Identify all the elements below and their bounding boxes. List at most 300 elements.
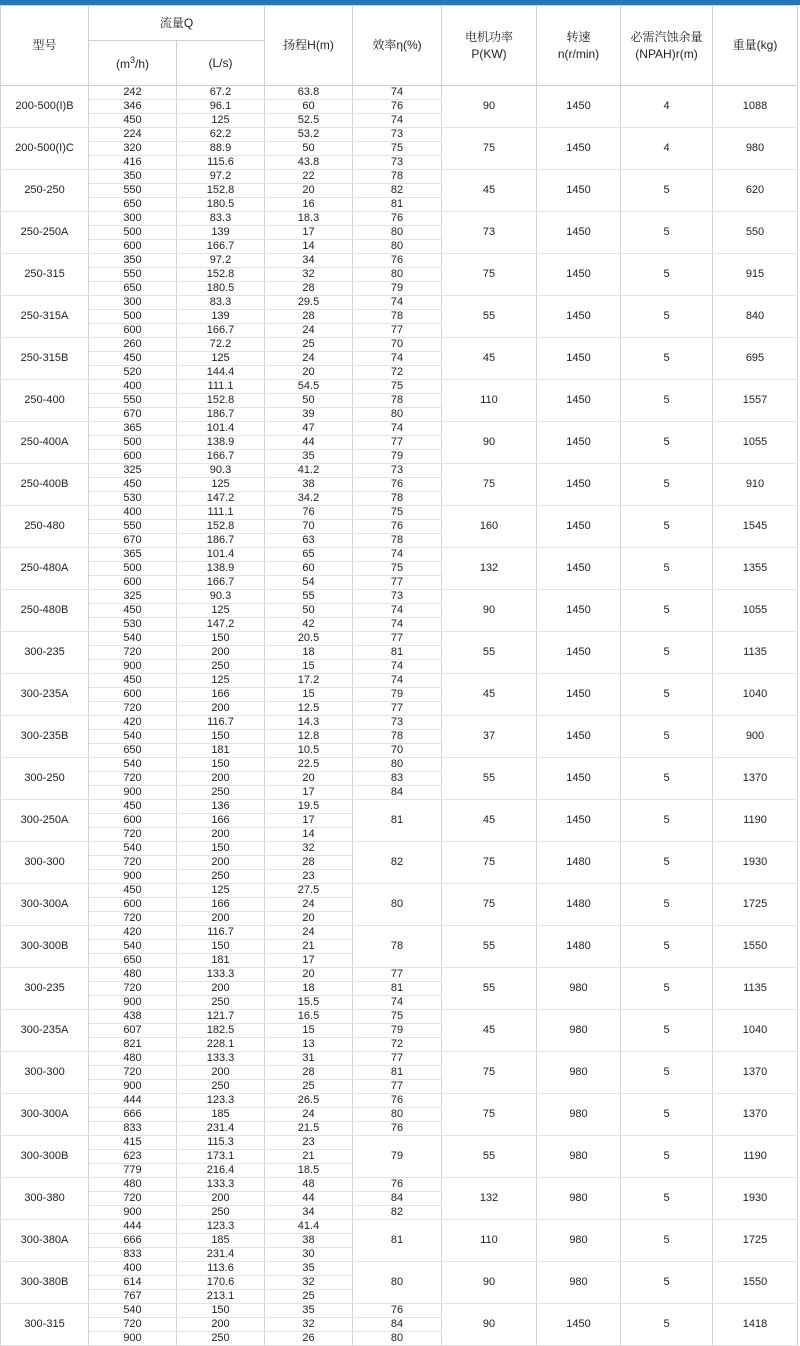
efficiency-cell: 81 xyxy=(353,800,442,842)
npsh-cell: 5 xyxy=(621,548,713,590)
flow-m3h-cell: 480 xyxy=(89,1178,177,1192)
flow-ls-cell: 231.4 xyxy=(177,1248,265,1262)
flow-ls-cell: 115.6 xyxy=(177,156,265,170)
flow-ls-cell: 200 xyxy=(177,646,265,660)
power-cell: 75 xyxy=(442,464,537,506)
weight-cell: 1550 xyxy=(713,1262,798,1304)
speed-cell: 980 xyxy=(537,1136,621,1178)
power-cell: 75 xyxy=(442,128,537,170)
flow-ls-cell: 185 xyxy=(177,1108,265,1122)
head-cell: 15 xyxy=(265,660,353,674)
flow-ls-cell: 133.3 xyxy=(177,1178,265,1192)
weight-cell: 1557 xyxy=(713,380,798,422)
flow-ls-cell: 150 xyxy=(177,758,265,772)
table-row xyxy=(1,1094,798,1108)
flow-ls-cell: 200 xyxy=(177,912,265,926)
efficiency-cell: 80 xyxy=(353,884,442,926)
efficiency-cell: 77 xyxy=(353,436,442,450)
power-cell: 90 xyxy=(442,590,537,632)
weight-cell: 1135 xyxy=(713,632,798,674)
head-cell: 26.5 xyxy=(265,1094,353,1108)
table-row xyxy=(1,1010,798,1024)
flow-m3h-cell: 600 xyxy=(89,576,177,590)
table-row xyxy=(1,380,798,394)
flow-ls-cell: 83.3 xyxy=(177,212,265,226)
flow-m3h-cell: 260 xyxy=(89,338,177,352)
efficiency-cell: 81 xyxy=(353,1066,442,1080)
power-cell: 75 xyxy=(442,1094,537,1136)
flow-m3h-cell: 623 xyxy=(89,1150,177,1164)
header-model: 型号 xyxy=(1,6,89,86)
npsh-cell: 5 xyxy=(621,1010,713,1052)
flow-ls-cell: 200 xyxy=(177,856,265,870)
efficiency-cell: 80 xyxy=(353,226,442,240)
model-cell: 250-315A xyxy=(1,296,89,338)
flow-m3h-cell: 650 xyxy=(89,954,177,968)
weight-cell: 1370 xyxy=(713,758,798,800)
flow-m3h-cell: 300 xyxy=(89,296,177,310)
header-flow-ls: (L/s) xyxy=(177,41,265,86)
flow-m3h-cell: 600 xyxy=(89,898,177,912)
power-cell: 90 xyxy=(442,86,537,128)
head-cell: 35 xyxy=(265,450,353,464)
table-row xyxy=(1,1262,798,1276)
table-row xyxy=(1,1220,798,1234)
efficiency-cell: 74 xyxy=(353,352,442,366)
weight-cell: 980 xyxy=(713,128,798,170)
weight-cell: 1725 xyxy=(713,884,798,926)
weight-cell: 1370 xyxy=(713,1094,798,1136)
flow-ls-cell: 133.3 xyxy=(177,968,265,982)
weight-cell: 620 xyxy=(713,170,798,212)
power-cell: 55 xyxy=(442,1136,537,1178)
efficiency-cell: 74 xyxy=(353,86,442,100)
efficiency-cell: 81 xyxy=(353,982,442,996)
head-cell: 76 xyxy=(265,506,353,520)
model-cell: 300-380 xyxy=(1,1178,89,1220)
head-cell: 17.2 xyxy=(265,674,353,688)
flow-m3h-cell: 833 xyxy=(89,1248,177,1262)
header-power-line2: P(KW) xyxy=(471,46,507,61)
flow-m3h-cell: 420 xyxy=(89,716,177,730)
head-cell: 32 xyxy=(265,1318,353,1332)
efficiency-cell: 76 xyxy=(353,1094,442,1108)
flow-ls-cell: 250 xyxy=(177,1206,265,1220)
flow-ls-cell: 186.7 xyxy=(177,408,265,422)
efficiency-cell: 74 xyxy=(353,296,442,310)
npsh-cell: 5 xyxy=(621,800,713,842)
header-npsh-line2: (NPAH)r(m) xyxy=(635,46,698,61)
weight-cell: 1930 xyxy=(713,842,798,884)
table-header xyxy=(1,6,798,86)
model-cell: 250-315B xyxy=(1,338,89,380)
flow-ls-cell: 200 xyxy=(177,1066,265,1080)
flow-ls-cell: 121.7 xyxy=(177,1010,265,1024)
flow-m3h-cell: 666 xyxy=(89,1234,177,1248)
power-cell: 55 xyxy=(442,296,537,338)
efficiency-cell: 74 xyxy=(353,422,442,436)
flow-m3h-cell: 600 xyxy=(89,240,177,254)
table-row xyxy=(1,464,798,478)
head-cell: 35 xyxy=(265,1262,353,1276)
flow-ls-cell: 125 xyxy=(177,884,265,898)
power-cell: 90 xyxy=(442,1262,537,1304)
flow-m3h-cell: 540 xyxy=(89,842,177,856)
head-cell: 20 xyxy=(265,912,353,926)
weight-cell: 1055 xyxy=(713,422,798,464)
flow-m3h-cell: 650 xyxy=(89,198,177,212)
power-cell: 75 xyxy=(442,254,537,296)
table-row xyxy=(1,506,798,520)
weight-cell: 1545 xyxy=(713,506,798,548)
flow-m3h-cell: 900 xyxy=(89,786,177,800)
header-flow: 流量Q xyxy=(89,6,265,41)
table-row xyxy=(1,170,798,184)
head-cell: 17 xyxy=(265,814,353,828)
flow-ls-cell: 200 xyxy=(177,1192,265,1206)
flow-ls-cell: 166 xyxy=(177,898,265,912)
head-cell: 21 xyxy=(265,1150,353,1164)
efficiency-cell: 84 xyxy=(353,1192,442,1206)
head-cell: 26 xyxy=(265,1332,353,1346)
flow-m3h-cell: 821 xyxy=(89,1038,177,1052)
head-cell: 17 xyxy=(265,954,353,968)
flow-m3h-cell: 365 xyxy=(89,548,177,562)
flow-m3h-cell: 600 xyxy=(89,324,177,338)
flow-m3h-cell: 900 xyxy=(89,1080,177,1094)
flow-m3h-cell: 450 xyxy=(89,884,177,898)
power-cell: 132 xyxy=(442,548,537,590)
head-cell: 24 xyxy=(265,898,353,912)
flow-m3h-cell: 444 xyxy=(89,1094,177,1108)
speed-cell: 1480 xyxy=(537,842,621,884)
head-cell: 20 xyxy=(265,968,353,982)
head-cell: 63 xyxy=(265,534,353,548)
weight-cell: 1135 xyxy=(713,968,798,1010)
head-cell: 14.3 xyxy=(265,716,353,730)
npsh-cell: 5 xyxy=(621,1178,713,1220)
flow-m3h-cell: 530 xyxy=(89,492,177,506)
flow-ls-cell: 200 xyxy=(177,982,265,996)
head-cell: 20.5 xyxy=(265,632,353,646)
flow-ls-cell: 88.9 xyxy=(177,142,265,156)
head-cell: 18 xyxy=(265,982,353,996)
efficiency-cell: 76 xyxy=(353,520,442,534)
head-cell: 20 xyxy=(265,772,353,786)
efficiency-cell: 76 xyxy=(353,1122,442,1136)
head-cell: 54 xyxy=(265,576,353,590)
speed-cell: 980 xyxy=(537,1052,621,1094)
table-row xyxy=(1,632,798,646)
flow-m3h-cell: 720 xyxy=(89,1066,177,1080)
head-cell: 29.5 xyxy=(265,296,353,310)
flow-ls-cell: 116.7 xyxy=(177,926,265,940)
efficiency-cell: 74 xyxy=(353,674,442,688)
table-row xyxy=(1,338,798,352)
flow-ls-cell: 150 xyxy=(177,730,265,744)
flow-ls-cell: 166 xyxy=(177,814,265,828)
head-cell: 24 xyxy=(265,1108,353,1122)
flow-m3h-cell: 350 xyxy=(89,254,177,268)
flow-ls-cell: 166.7 xyxy=(177,576,265,590)
speed-cell: 1480 xyxy=(537,884,621,926)
power-cell: 45 xyxy=(442,338,537,380)
power-cell: 110 xyxy=(442,380,537,422)
npsh-cell: 5 xyxy=(621,842,713,884)
flow-ls-cell: 136 xyxy=(177,800,265,814)
npsh-cell: 5 xyxy=(621,968,713,1010)
npsh-cell: 5 xyxy=(621,758,713,800)
flow-m3h-cell: 365 xyxy=(89,422,177,436)
efficiency-cell: 74 xyxy=(353,996,442,1010)
header-power-line1: 电机功率 xyxy=(464,30,513,45)
power-cell: 55 xyxy=(442,926,537,968)
flow-m3h-cell: 325 xyxy=(89,590,177,604)
flow-ls-cell: 186.7 xyxy=(177,534,265,548)
weight-cell: 1418 xyxy=(713,1304,798,1346)
head-cell: 15 xyxy=(265,1024,353,1038)
head-cell: 28 xyxy=(265,310,353,324)
header-head: 扬程H(m) xyxy=(265,6,353,86)
head-cell: 28 xyxy=(265,856,353,870)
flow-ls-cell: 200 xyxy=(177,828,265,842)
efficiency-cell: 79 xyxy=(353,688,442,702)
head-cell: 32 xyxy=(265,1276,353,1290)
flow-ls-cell: 150 xyxy=(177,842,265,856)
table-row xyxy=(1,1052,798,1066)
speed-cell: 980 xyxy=(537,1178,621,1220)
flow-ls-cell: 125 xyxy=(177,114,265,128)
flow-m3h-cell: 666 xyxy=(89,1108,177,1122)
npsh-cell: 5 xyxy=(621,1220,713,1262)
flow-m3h-cell: 900 xyxy=(89,870,177,884)
flow-m3h-cell: 300 xyxy=(89,212,177,226)
flow-m3h-cell: 670 xyxy=(89,408,177,422)
flow-ls-cell: 152.8 xyxy=(177,520,265,534)
flow-ls-cell: 213.1 xyxy=(177,1290,265,1304)
flow-ls-cell: 170.6 xyxy=(177,1276,265,1290)
flow-m3h-cell: 224 xyxy=(89,128,177,142)
speed-cell: 1450 xyxy=(537,674,621,716)
head-cell: 34.2 xyxy=(265,492,353,506)
model-cell: 300-380B xyxy=(1,1262,89,1304)
head-cell: 54.5 xyxy=(265,380,353,394)
flow-ls-cell: 166.7 xyxy=(177,324,265,338)
efficiency-cell: 76 xyxy=(353,100,442,114)
header-speed-line2: n(r/min) xyxy=(557,46,600,61)
speed-cell: 1450 xyxy=(537,86,621,128)
power-cell: 75 xyxy=(442,842,537,884)
npsh-cell: 5 xyxy=(621,1052,713,1094)
head-cell: 47 xyxy=(265,422,353,436)
efficiency-cell: 75 xyxy=(353,506,442,520)
table-row xyxy=(1,674,798,688)
power-cell: 90 xyxy=(442,1304,537,1346)
efficiency-cell: 82 xyxy=(353,1206,442,1220)
flow-m3h-cell: 480 xyxy=(89,968,177,982)
model-cell: 300-380A xyxy=(1,1220,89,1262)
head-cell: 24 xyxy=(265,352,353,366)
weight-cell: 695 xyxy=(713,338,798,380)
efficiency-cell: 77 xyxy=(353,576,442,590)
head-cell: 18 xyxy=(265,646,353,660)
npsh-cell: 5 xyxy=(621,674,713,716)
npsh-cell: 5 xyxy=(621,380,713,422)
flow-m3h-cell: 520 xyxy=(89,366,177,380)
header-flow-m3h: $(m^3/h)$ xyxy=(89,41,177,86)
efficiency-cell: 78 xyxy=(353,492,442,506)
head-cell: 28 xyxy=(265,282,353,296)
efficiency-cell: 77 xyxy=(353,324,442,338)
flow-m3h-cell: 450 xyxy=(89,478,177,492)
header-npsh xyxy=(621,6,713,86)
flow-m3h-cell: 550 xyxy=(89,520,177,534)
power-cell: 55 xyxy=(442,968,537,1010)
head-cell: 28 xyxy=(265,1066,353,1080)
flow-ls-cell: 97.2 xyxy=(177,170,265,184)
weight-cell: 1725 xyxy=(713,1220,798,1262)
flow-m3h-cell: 550 xyxy=(89,268,177,282)
model-cell: 300-300 xyxy=(1,842,89,884)
npsh-cell: 5 xyxy=(621,464,713,506)
weight-cell: 900 xyxy=(713,716,798,758)
weight-cell: 1550 xyxy=(713,926,798,968)
head-cell: 12.5 xyxy=(265,702,353,716)
efficiency-cell: 79 xyxy=(353,450,442,464)
flow-m3h-cell: 720 xyxy=(89,1318,177,1332)
flow-m3h-cell: 900 xyxy=(89,1332,177,1346)
flow-ls-cell: 250 xyxy=(177,870,265,884)
npsh-cell: 5 xyxy=(621,1304,713,1346)
flow-ls-cell: 125 xyxy=(177,604,265,618)
flow-m3h-cell: 500 xyxy=(89,436,177,450)
flow-m3h-cell: 550 xyxy=(89,394,177,408)
flow-m3h-cell: 400 xyxy=(89,1262,177,1276)
flow-m3h-cell: 416 xyxy=(89,156,177,170)
speed-cell: 1450 xyxy=(537,170,621,212)
npsh-cell: 4 xyxy=(621,128,713,170)
flow-m3h-cell: 833 xyxy=(89,1122,177,1136)
efficiency-cell: 75 xyxy=(353,1010,442,1024)
efficiency-cell: 77 xyxy=(353,968,442,982)
flow-ls-cell: 231.4 xyxy=(177,1122,265,1136)
weight-cell: 840 xyxy=(713,296,798,338)
efficiency-cell: 74 xyxy=(353,604,442,618)
speed-cell: 1450 xyxy=(537,338,621,380)
flow-ls-cell: 166 xyxy=(177,688,265,702)
power-cell: 132 xyxy=(442,1178,537,1220)
flow-ls-cell: 250 xyxy=(177,996,265,1010)
efficiency-cell: 79 xyxy=(353,1136,442,1178)
weight-cell: 915 xyxy=(713,254,798,296)
model-cell: 250-400A xyxy=(1,422,89,464)
flow-m3h-cell: 540 xyxy=(89,940,177,954)
flow-m3h-cell: 540 xyxy=(89,730,177,744)
efficiency-cell: 82 xyxy=(353,842,442,884)
flow-ls-cell: 62.2 xyxy=(177,128,265,142)
npsh-cell: 5 xyxy=(621,716,713,758)
weight-cell: 910 xyxy=(713,464,798,506)
flow-m3h-cell: 438 xyxy=(89,1010,177,1024)
efficiency-cell: 79 xyxy=(353,1024,442,1038)
head-cell: 63.8 xyxy=(265,86,353,100)
weight-cell: 1930 xyxy=(713,1178,798,1220)
flow-m3h-cell: 720 xyxy=(89,912,177,926)
table-row xyxy=(1,1178,798,1192)
head-cell: 23 xyxy=(265,1136,353,1150)
npsh-cell: 5 xyxy=(621,590,713,632)
flow-ls-cell: 125 xyxy=(177,674,265,688)
flow-m3h-cell: 320 xyxy=(89,142,177,156)
weight-cell: 1370 xyxy=(713,1052,798,1094)
npsh-cell: 5 xyxy=(621,506,713,548)
power-cell: 37 xyxy=(442,716,537,758)
flow-ls-cell: 133.3 xyxy=(177,1052,265,1066)
efficiency-cell: 84 xyxy=(353,1318,442,1332)
efficiency-cell: 77 xyxy=(353,702,442,716)
table-row xyxy=(1,590,798,604)
flow-m3h-cell: 900 xyxy=(89,660,177,674)
flow-ls-cell: 144.4 xyxy=(177,366,265,380)
flow-ls-cell: 101.4 xyxy=(177,548,265,562)
efficiency-cell: 77 xyxy=(353,632,442,646)
flow-m3h-cell: 242 xyxy=(89,86,177,100)
speed-cell: 1450 xyxy=(537,422,621,464)
npsh-cell: 5 xyxy=(621,296,713,338)
head-cell: 14 xyxy=(265,828,353,842)
head-cell: 39 xyxy=(265,408,353,422)
efficiency-cell: 80 xyxy=(353,1332,442,1346)
head-cell: 25 xyxy=(265,338,353,352)
flow-ls-cell: 181 xyxy=(177,744,265,758)
flow-m3h-cell: 720 xyxy=(89,772,177,786)
table-row xyxy=(1,548,798,562)
efficiency-cell: 77 xyxy=(353,1080,442,1094)
flow-ls-cell: 250 xyxy=(177,1080,265,1094)
npsh-cell: 4 xyxy=(621,86,713,128)
power-cell: 160 xyxy=(442,506,537,548)
flow-m3h-cell: 480 xyxy=(89,1052,177,1066)
flow-m3h-cell: 444 xyxy=(89,1220,177,1234)
model-cell: 250-400B xyxy=(1,464,89,506)
flow-ls-cell: 138.9 xyxy=(177,436,265,450)
power-cell: 45 xyxy=(442,674,537,716)
power-cell: 90 xyxy=(442,422,537,464)
flow-ls-cell: 166.7 xyxy=(177,240,265,254)
head-cell: 18.3 xyxy=(265,212,353,226)
power-cell: 55 xyxy=(442,632,537,674)
model-cell: 250-480 xyxy=(1,506,89,548)
model-cell: 300-235B xyxy=(1,716,89,758)
model-cell: 300-250A xyxy=(1,800,89,842)
model-cell: 250-480B xyxy=(1,590,89,632)
efficiency-cell: 78 xyxy=(353,170,442,184)
model-cell: 300-235A xyxy=(1,674,89,716)
flow-ls-cell: 200 xyxy=(177,1318,265,1332)
efficiency-cell: 73 xyxy=(353,156,442,170)
model-cell: 300-300A xyxy=(1,884,89,926)
table-row xyxy=(1,800,798,814)
flow-m3h-cell: 767 xyxy=(89,1290,177,1304)
flow-m3h-cell: 540 xyxy=(89,632,177,646)
flow-m3h-cell: 600 xyxy=(89,688,177,702)
flow-ls-cell: 67.2 xyxy=(177,86,265,100)
flow-m3h-cell: 550 xyxy=(89,184,177,198)
weight-cell: 1088 xyxy=(713,86,798,128)
flow-ls-cell: 150 xyxy=(177,1304,265,1318)
header-power xyxy=(442,6,537,86)
efficiency-cell: 82 xyxy=(353,184,442,198)
